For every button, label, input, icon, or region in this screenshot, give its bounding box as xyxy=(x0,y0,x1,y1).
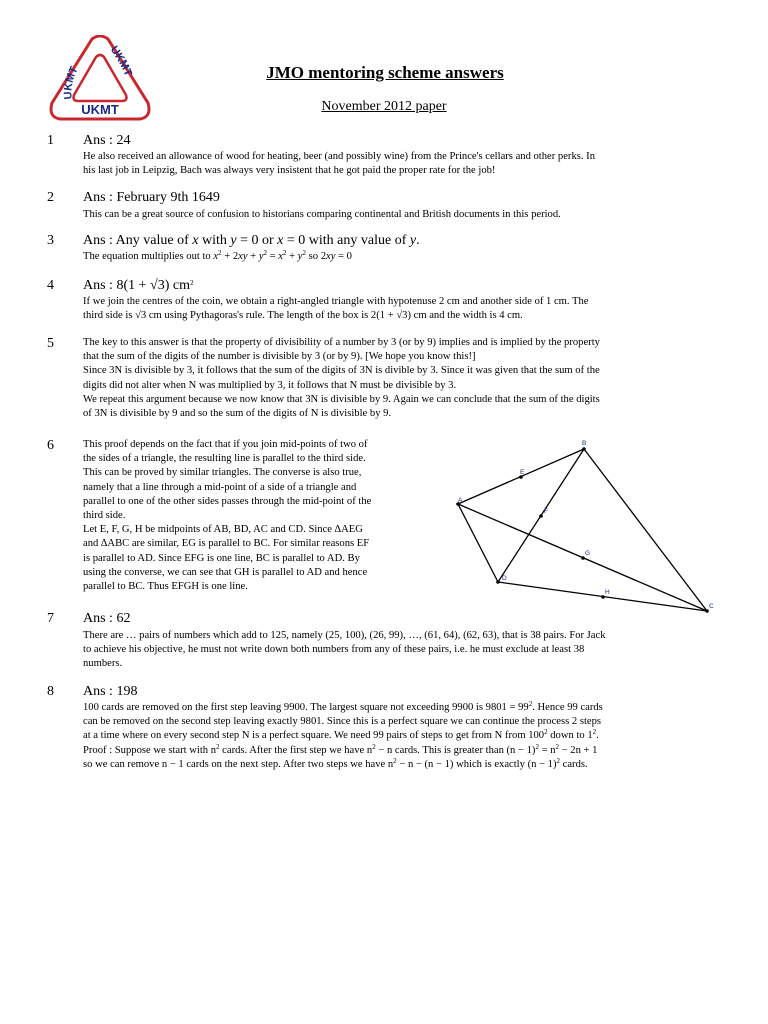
item-explanation: There are … pairs of numbers which add to 125, namely (25, 100), (26, 99), …, (61, 64), (62, 63), that is 38 pairs. For Jack to achieve his objective, he must not write down both numbers from any of these pairs, i.e. he must exclude at least 38 numbers. xyxy=(83,630,606,670)
item-number: 8 xyxy=(47,684,54,699)
logo-text-right: UKMT xyxy=(107,44,135,78)
point-b-dot xyxy=(582,447,586,451)
quadrilateral-diagram xyxy=(452,436,726,614)
item-answer: Ans : Any value of x with y = 0 or x = 0 with any value of y. xyxy=(83,233,420,248)
logo-text-bottom: UKMT xyxy=(81,102,119,117)
segment-da xyxy=(458,504,498,582)
item-answer: Ans : February 9th 1649 xyxy=(83,190,220,205)
point-d-dot xyxy=(496,580,500,584)
point-f-label: F xyxy=(544,508,548,515)
item-answer: Ans : 62 xyxy=(83,611,131,626)
item-number: 4 xyxy=(47,278,54,293)
point-d-label: D xyxy=(502,575,507,582)
item-answer: Ans : 8(1 + √3) $cm^2$ xyxy=(83,278,194,293)
item-explanation: He also received an allowance of wood for heating, beer (and possibly wine) from the Prince's cellars and other perks. In his last job in Leipzig, Bach was always very insistent that he got paid the proper rate for the job! xyxy=(83,151,595,177)
item-number: 7 xyxy=(47,611,54,626)
item-number: 5 xyxy=(47,336,54,351)
logo-text-left: UKMT xyxy=(62,64,81,100)
item-answer: Ans : 24 xyxy=(83,133,131,148)
point-a-label: A xyxy=(458,497,463,504)
point-c-label: C xyxy=(709,603,714,610)
item-explanation: This can be a great source of confusion to historians comparing continental and British documents in this period. xyxy=(83,209,561,220)
document-subtitle: November 2012 paper xyxy=(321,99,447,114)
item-explanation: 100 cards are removed on the first step leaving 9900. The largest square not exceeding 9900 is $9801 = 99^2$. Hence 99 cards can be removed on the second step leaving exactly 9801. Since this is a perfect square we can continue the process 2 steps at a time where on every second step N is a perfect square. We need 99 pairs of steps to get from N from $100^2$ down to $1^2$. Proof : Suppose we start with $n^2$ cards. After the first step we have $n^2 - n$ cards. This is greater than $(n - 1)^2 = n^2 - 2n + 1$ so we can remove n − 1 cards on the next step. After two steps we have $n^2 - n - (n - 1)$ which is exactly $(n - 1)^2$ cards. xyxy=(83,700,603,770)
item-explanation: The equation multiplies out to $x^2 + 2xy + y^2 = x^2 + y^2$ so 2xy = 0 xyxy=(83,249,352,262)
item-explanation: The key to this answer is that the property of divisibility of a number by 3 (or by 9) implies and is implied by the property that the sum of the digits of the number is divisible by 3 (or by 9). [We hope you know this!] Since 3N is divisible by 3, it follows that the sum of the digits of 3N is divible by 3. Since it was given that the sum of the digits did not alter when N was multiplied by 3, it follows that N must be divisible by 3. We repeat this argument because we now know that 3N is divisible by 9. Again we can conclude that the sum of the digits of 3N is divisible by 9 and so the sum of the digits of N is divisible by 9. xyxy=(83,337,600,420)
item-number: 3 xyxy=(47,233,54,248)
item-explanation: This proof depends on the fact that if you join mid-points of two of the sides of a triangle, the resulting line is parallel to the third side. This can be proved by similar triangles. The converse is also true, namely that a line through a mid-point of a side of a triangle and parallel to one of the other sides passes through the mid-point of the third side. Let E, F, G, H be midpoints of AB, BD, AC and CD. Since ∆AEG and ∆ABC are similar, EG is parallel to BC. For similar reasons EF is parallel to AD. Since EFG is one line, BC is parallel to AD. By using the converse, we can see that GH is parallel to AD and hence parallel to BC. Thus EFGH is one line. xyxy=(83,439,372,593)
item-answer: Ans : 198 xyxy=(83,684,138,699)
point-f-dot xyxy=(539,514,543,518)
point-e-label: E xyxy=(520,469,525,476)
item-number: 2 xyxy=(47,190,54,205)
item-number: 1 xyxy=(47,133,54,148)
point-g-label: G xyxy=(585,550,591,557)
document-title: JMO mentoring scheme answers xyxy=(266,63,504,82)
item-number: 6 xyxy=(47,438,54,453)
segment-bc xyxy=(584,449,707,611)
point-h-label: H xyxy=(605,589,610,596)
point-b-label: B xyxy=(582,440,587,447)
item-explanation: If we join the centres of the coin, we obtain a right-angled triangle with hypotenuse 2 cm and another side of 1 cm. The third side is √3 cm using Pythagoras's rule. The length of the box is 2(1 + √3) cm and the width is 4 cm. xyxy=(83,296,589,322)
